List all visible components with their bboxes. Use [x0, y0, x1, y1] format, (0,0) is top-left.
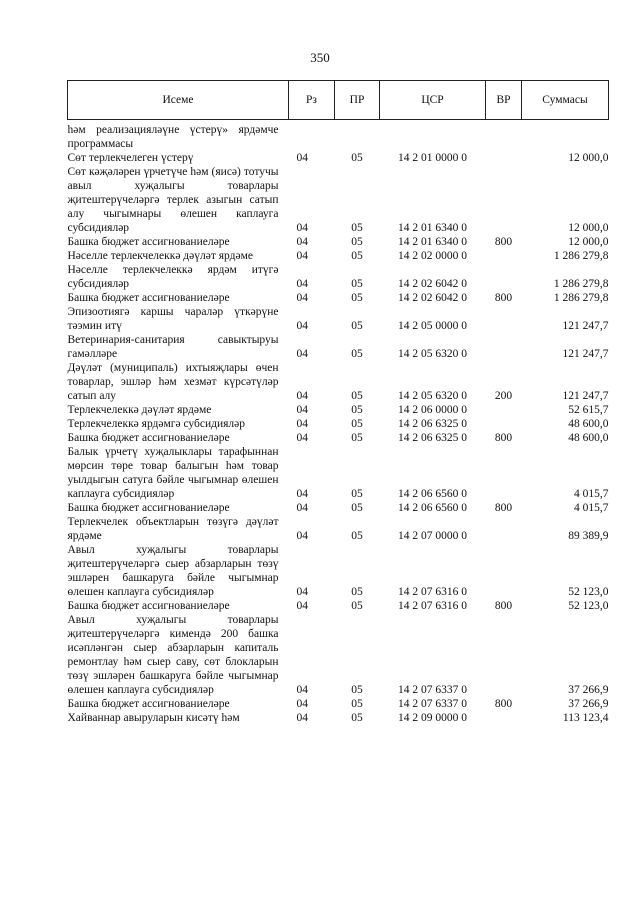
cell-pr: 05 — [351, 488, 363, 500]
cell-name: Башка бюджет ассигнованиеләре — [67, 600, 230, 612]
cell-pr: 05 — [351, 586, 363, 598]
cell-vr: 800 — [494, 236, 513, 248]
cell-pr: 05 — [351, 278, 363, 290]
cell-csr: 14 2 02 0000 0 — [398, 250, 467, 262]
table-header-row — [68, 81, 609, 120]
cell-csr: 14 2 07 6316 0 — [398, 600, 467, 612]
cell-csr — [380, 120, 486, 152]
cell-name: Эпизоотиягә каршы чараләр үткәрүне тәэмин итү — [67, 306, 279, 332]
table-row — [68, 333, 609, 361]
cell-vr — [486, 445, 522, 501]
cell-rz: 04 — [296, 292, 308, 304]
cell-pr: 05 — [351, 390, 363, 402]
table-row — [68, 151, 609, 165]
cell-sum: 121 247,7 — [562, 390, 609, 402]
cell-name: Башка бюджет ассигнованиеләре — [67, 432, 230, 444]
table-body — [68, 120, 609, 726]
cell-name: Башка бюджет ассигнованиеләре — [67, 698, 230, 710]
budget-table — [67, 80, 609, 725]
table-row — [68, 120, 609, 152]
cell-vr: 800 — [494, 600, 513, 612]
cell-pr: 05 — [351, 432, 363, 444]
header-csr: ЦСР — [380, 81, 486, 120]
cell-vr — [486, 120, 522, 152]
cell-name: Нәселле терлекчелеккә дәүләт ярдәме — [67, 250, 253, 262]
cell-sum: 4 015,7 — [574, 488, 609, 500]
table-row — [68, 501, 609, 515]
header-rz: Рз — [289, 81, 335, 120]
cell-csr: 14 2 07 6316 0 — [398, 586, 467, 598]
cell-sum: 89 389,9 — [568, 530, 609, 542]
cell-rz: 04 — [296, 712, 308, 724]
cell-sum: 48 600,0 — [568, 432, 609, 444]
cell-sum: 52 123,0 — [568, 586, 609, 598]
cell-rz: 04 — [296, 404, 308, 416]
cell-sum: 1 286 279,8 — [553, 278, 609, 290]
cell-vr: 800 — [494, 432, 513, 444]
cell-rz: 04 — [296, 586, 308, 598]
cell-name: Башка бюджет ассигнованиеләре — [67, 292, 230, 304]
cell-csr: 14 2 06 6325 0 — [398, 418, 467, 430]
cell-pr: 05 — [351, 236, 363, 248]
table-row — [68, 249, 609, 263]
cell-csr: 14 2 07 6337 0 — [398, 698, 467, 710]
cell-name: Дәүләт (муниципаль) ихтыяҗлары өчен товарлар, эшләр һәм хезмәт күрсәтүләр сатып алу — [67, 362, 279, 402]
cell-rz — [289, 120, 335, 152]
cell-sum: 52 615,7 — [568, 404, 609, 416]
cell-sum: 48 600,0 — [568, 418, 609, 430]
cell-rz: 04 — [296, 684, 308, 696]
cell-sum: 4 015,7 — [574, 502, 609, 514]
cell-sum: 12 000,0 — [568, 152, 609, 164]
cell-rz: 04 — [296, 278, 308, 290]
table-row — [68, 599, 609, 613]
header-sum: Суммасы — [522, 81, 609, 120]
table-row — [68, 515, 609, 543]
cell-sum: 12 000,0 — [568, 236, 609, 248]
cell-rz: 04 — [296, 320, 308, 332]
cell-sum: 113 123,4 — [562, 712, 609, 724]
cell-name: Терлекчелеккә ярдәмгә субсидияләр — [67, 418, 246, 430]
cell-vr: 800 — [494, 292, 513, 304]
cell-vr — [486, 403, 522, 417]
cell-rz: 04 — [296, 348, 308, 360]
cell-csr: 14 2 01 6340 0 — [398, 222, 467, 234]
cell-pr: 05 — [351, 404, 363, 416]
cell-name: Нәселле терлекчелеккә ярдәм итүгә субсидияләр — [67, 264, 279, 290]
table-row — [68, 697, 609, 711]
cell-vr — [486, 151, 522, 165]
cell-name: Авыл хуҗалыгы товарлары җитештерүчеләргә кимендә 200 башка исәпләнгән сыер абзарларын капиталь ремонтлау һәм сыер саву, сөт блокларын төзү эшләрен башкаруга бәйле чыгымнар өлешен каплауга субсидияләр — [67, 614, 279, 696]
cell-pr: 05 — [351, 292, 363, 304]
cell-rz: 04 — [296, 502, 308, 514]
cell-pr: 05 — [351, 698, 363, 710]
cell-rz: 04 — [296, 236, 308, 248]
cell-vr — [486, 417, 522, 431]
cell-vr — [486, 711, 522, 725]
cell-vr — [486, 249, 522, 263]
cell-pr: 05 — [351, 348, 363, 360]
cell-name: Сөт кәҗәләрен үрчетүче һәм (яисә) тотучы авыл хуҗалыгы товарлары җитештерүчеләргә терлек азыгын сатып алу чыгымнары өлешен каплауга субсидияләр — [67, 166, 279, 234]
cell-csr: 14 2 02 6042 0 — [398, 278, 467, 290]
cell-vr — [486, 165, 522, 235]
cell-pr — [335, 120, 380, 152]
cell-rz: 04 — [296, 600, 308, 612]
cell-name: Сөт терлекчелеген үстерү — [67, 152, 194, 164]
cell-name: Ветеринария-санитария савыктыруы гамәлләре — [67, 334, 279, 360]
page-number: 350 — [310, 50, 330, 65]
cell-csr: 14 2 05 6320 0 — [398, 348, 467, 360]
cell-rz: 04 — [296, 488, 308, 500]
cell-rz: 04 — [296, 530, 308, 542]
cell-rz: 04 — [296, 432, 308, 444]
cell-sum: 1 286 279,8 — [553, 250, 609, 262]
table-row — [68, 361, 609, 403]
cell-sum: 37 266,9 — [568, 698, 609, 710]
cell-csr: 14 2 05 0000 0 — [398, 320, 467, 332]
cell-vr: 800 — [494, 502, 513, 514]
cell-vr — [486, 515, 522, 543]
cell-sum: 121 247,7 — [562, 348, 609, 360]
cell-pr: 05 — [351, 712, 363, 724]
cell-pr: 05 — [351, 684, 363, 696]
cell-rz: 04 — [296, 418, 308, 430]
cell-sum — [522, 120, 609, 152]
cell-pr: 05 — [351, 530, 363, 542]
table-row — [68, 431, 609, 445]
table-row — [68, 543, 609, 599]
table-row — [68, 613, 609, 697]
cell-sum: 37 266,9 — [568, 684, 609, 696]
cell-pr: 05 — [351, 152, 363, 164]
cell-name: Терлекчелек объектларын төзүгә дәүләт ярдәме — [67, 516, 279, 542]
cell-pr: 05 — [351, 250, 363, 262]
cell-csr: 14 2 09 0000 0 — [398, 712, 467, 724]
header-pr: ПР — [335, 81, 380, 120]
header-vr: ВР — [486, 81, 522, 120]
cell-vr: 200 — [494, 390, 513, 402]
cell-vr — [486, 305, 522, 333]
cell-csr: 14 2 07 0000 0 — [398, 530, 467, 542]
cell-sum: 52 123,0 — [568, 600, 609, 612]
cell-name: Хайваннар авыруларын кисәтү һәм — [67, 712, 240, 724]
cell-pr: 05 — [351, 600, 363, 612]
cell-csr: 14 2 06 6325 0 — [398, 432, 467, 444]
cell-name: Балык үрчетү хуҗалыклары тарафыннан мөрсин төре товар балыгын һәм товар уылдыгын сатуга бәйле чыгымнар өлешен каплауга субсидияләр — [67, 446, 279, 500]
cell-name: Авыл хуҗалыгы товарлары җитештерүчеләргә сыер абзарларын төзү эшләрен башкаруга бәйле чыгымнар өлешен каплауга субсидияләр — [67, 544, 279, 598]
cell-csr: 14 2 01 0000 0 — [398, 152, 467, 164]
cell-csr: 14 2 06 6560 0 — [398, 502, 467, 514]
cell-sum: 121 247,7 — [562, 320, 609, 332]
cell-vr: 800 — [494, 698, 513, 710]
cell-vr — [486, 333, 522, 361]
header-name: Исеме — [68, 81, 289, 120]
cell-vr — [486, 543, 522, 599]
table-row — [68, 165, 609, 235]
cell-csr: 14 2 06 0000 0 — [398, 404, 467, 416]
cell-sum: 12 000,0 — [568, 222, 609, 234]
cell-name: һәм реализацияләүне үстерү» ярдәмче программасы — [67, 124, 279, 150]
table-row — [68, 305, 609, 333]
cell-rz: 04 — [296, 250, 308, 262]
table-row — [68, 445, 609, 501]
table-row — [68, 291, 609, 305]
table-row — [68, 263, 609, 291]
table-row — [68, 235, 609, 249]
cell-csr: 14 2 05 6320 0 — [398, 390, 467, 402]
table-row — [68, 711, 609, 725]
cell-rz: 04 — [296, 390, 308, 402]
cell-vr — [486, 263, 522, 291]
cell-csr: 14 2 07 6337 0 — [398, 684, 467, 696]
cell-csr: 14 2 06 6560 0 — [398, 488, 467, 500]
cell-pr: 05 — [351, 320, 363, 332]
table-row — [68, 417, 609, 431]
cell-pr: 05 — [351, 418, 363, 430]
cell-pr: 05 — [351, 502, 363, 514]
cell-rz: 04 — [296, 222, 308, 234]
cell-sum: 1 286 279,8 — [553, 292, 609, 304]
cell-name: Терлекчелеккә дәүләт ярдәме — [67, 404, 212, 416]
cell-rz: 04 — [296, 152, 308, 164]
table-row — [68, 403, 609, 417]
cell-name: Башка бюджет ассигнованиеләре — [67, 502, 230, 514]
cell-pr: 05 — [351, 222, 363, 234]
cell-vr — [486, 613, 522, 697]
cell-name: Башка бюджет ассигнованиеләре — [67, 236, 230, 248]
cell-rz: 04 — [296, 698, 308, 710]
cell-csr: 14 2 01 6340 0 — [398, 236, 467, 248]
cell-csr: 14 2 02 6042 0 — [398, 292, 467, 304]
